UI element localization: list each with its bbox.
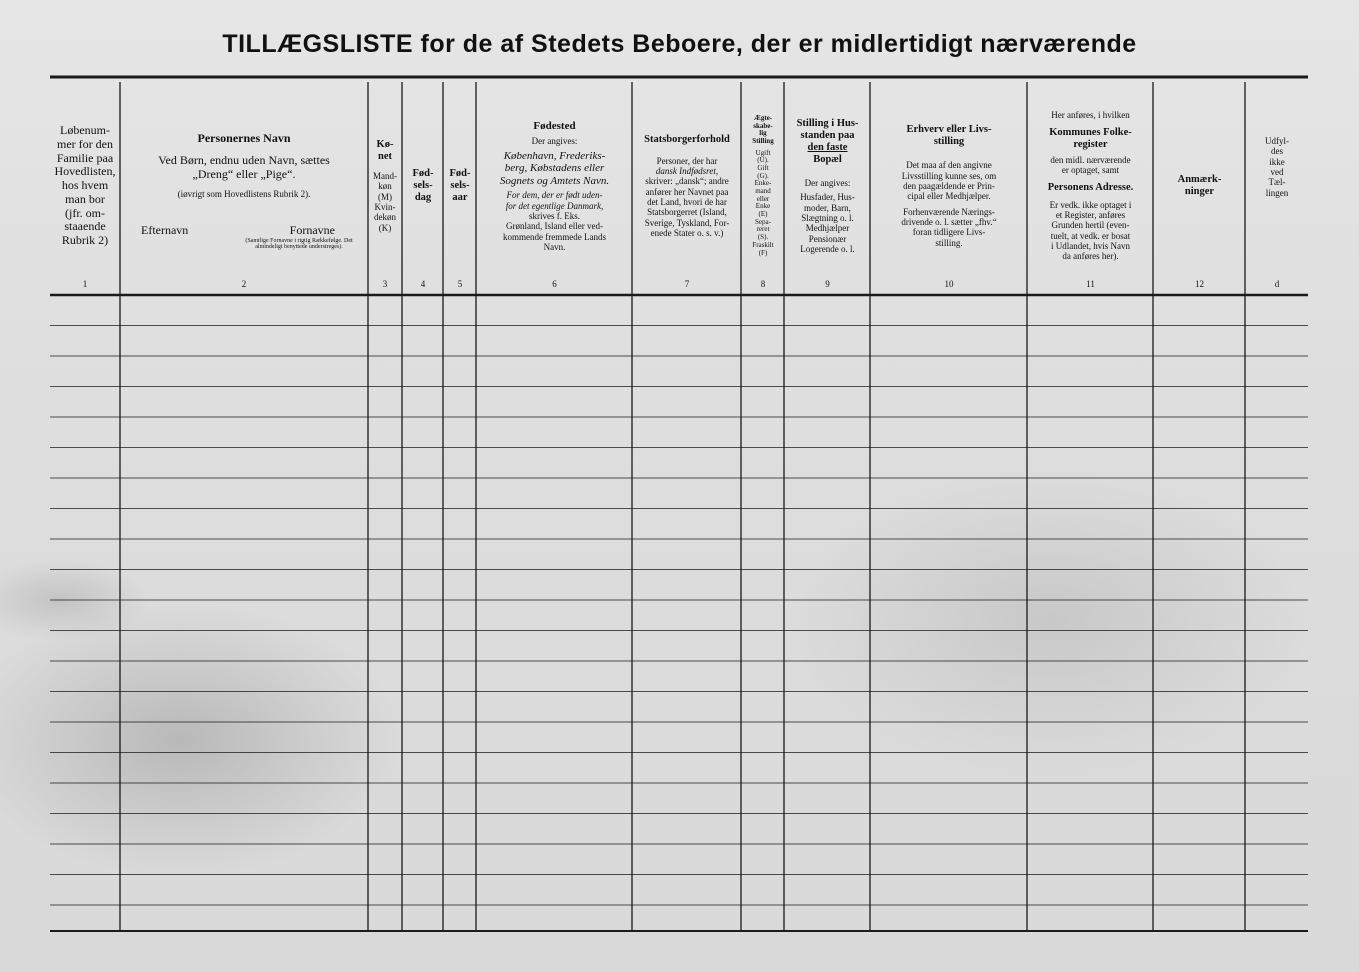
column-header-d: Udfyl- des ikke ved Tæl- lingen [1265, 136, 1289, 198]
form-title: TILLÆGSLISTE for de af Stedets Beboere, der er midlertidigt nærværende [222, 30, 1137, 58]
column-number-4: 4 [420, 279, 426, 289]
column-number-11: 11 [1086, 279, 1095, 289]
column-header-2: Personernes Navn Ved Børn, endnu uden Navn, sættes „Dreng“ eller „Pige“. (iøvrigt som Hovedlistens Rubrik 2). Efternavn Fornavne (Samtlige Fornavne i rigtig Rækkefølge. Det almindeligt benyttede understreges). [141, 131, 353, 250]
column-number-2: 2 [241, 279, 247, 289]
column-header-11: Her anføres, i hvilken Kommunes Folke- register den midl. nærværende er optaget, samt Personens Adresse. Er vedk. ikke optaget i et Register, anføres Grunden hertil (even- tuelt, at vedk. er bosat i Udlandet, hvis Navn da anføres her). [1047, 110, 1134, 262]
column-header-12: Anmærk- ninger [1177, 173, 1222, 197]
column-number-6: 6 [552, 279, 557, 289]
column-number-5: 5 [457, 279, 463, 289]
column-header-5: Fød- sels- aar [449, 167, 471, 204]
column-header-7: Statsborgerforhold Personer, der har dansk Indfødsret, skriver: „dansk“; andre anfører her Navnet paa det Land, hvori de har Statsborgerret (Island, Sverige, Tyskland, For- enede Stater o. s. v.) [644, 133, 730, 239]
column-header-4: Fød- sels- dag [412, 167, 434, 204]
column-header-6: Fødested Der angives: København, Frederiks- berg, Købstadens eller Sognets og Amtets Navn. For dem, der er født uden- for det egentlige Danmark, skrives f. Eks. Grønland, Island eller ved- kommende fremmede Lands Navn. [499, 119, 610, 253]
column-number-12: 12 [1195, 279, 1204, 289]
column-number-10: 10 [944, 279, 954, 289]
column-header-3: Kø- net Mand- køn (M) Kvin- dekøn (K) [373, 138, 397, 233]
column-number-8: 8 [760, 279, 766, 289]
column-number-1: 1 [82, 279, 88, 289]
column-number-9: 9 [825, 279, 830, 289]
column-number-3: 3 [382, 279, 388, 289]
column-header-8: Ægte- skabe- lig Stilling Ugift (U). Gift (G). Enke- mand eller Enke (E) Sepa- reret (S). Fraskilt (F) [752, 113, 774, 257]
column-header-9: Stilling i Hus- standen paa den faste Bopæl Der angives: Husfader, Hus- moder, Barn, Slægtning o. l. Medhjælper Pensionær Logerende o. l. [796, 117, 859, 254]
column-header-1: Løbenum- mer for den Familie paa Hovedlisten, hos hvem man bor (jfr. om- staaende Rubrik 2) [54, 122, 116, 248]
column-number-d: d [1274, 279, 1280, 289]
column-header-10: Erhverv eller Livs- stilling Det maa af den angivne Livsstilling kunne ses, om den paagældende er Prin- cipal eller Medhjælper. Forhenværende Nærings- drivende o. l. sætter „fhv.“ foran tidligere Livs- stilling. [901, 124, 997, 248]
column-number-7: 7 [684, 279, 690, 289]
